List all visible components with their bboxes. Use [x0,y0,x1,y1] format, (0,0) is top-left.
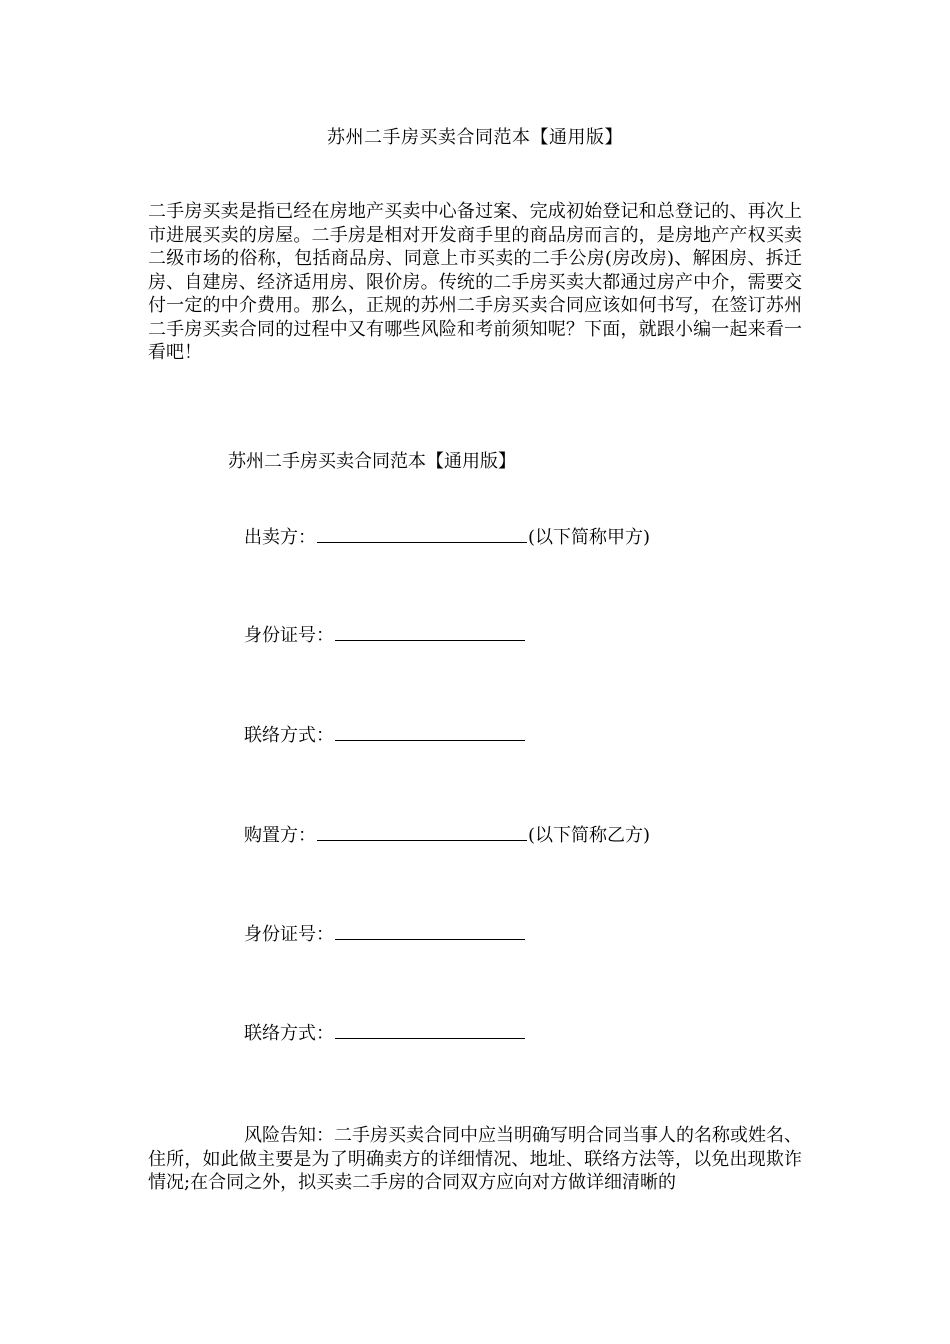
seller-id-label: 身份证号： [244,625,334,646]
seller-id-field [244,622,526,648]
seller-contact-field [244,722,526,748]
buyer-blank [317,822,527,841]
risk-paragraph: 风险告知：二手房买卖合同中应当明确写明合同当事人的名称或姓名、住所，如此做主要是为了明确卖方的详细情况、地址、联络方法等，以免出现欺诈情况;在合同之外，拟买卖二手房的合同双方应向对方做详细清晰的 [148,1125,802,1193]
seller-field [244,524,650,550]
buyer-label: 购置方： [244,825,316,846]
buyer-id-field [244,921,526,947]
buyer-field [244,822,650,848]
document-title: 苏州二手房买卖合同范本【通用版】 [327,127,623,148]
buyer-contact-label: 联络方式： [244,1023,334,1044]
section-title: 苏州二手房买卖合同范本【通用版】 [228,451,516,472]
seller-label: 出卖方： [244,527,316,548]
buyer-id-blank [335,921,525,940]
buyer-contact-field [244,1020,526,1046]
seller-id-blank [335,622,525,641]
seller-note: (以下简称甲方) [528,527,651,548]
buyer-note: (以下简称乙方) [528,825,651,846]
intro-paragraph: 二手房买卖是指已经在房地产买卖中心备过案、完成初始登记和总登记的、再次上市进展买卖的房屋。二手房是相对开发商手里的商品房而言的，是房地产产权买卖二级市场的俗称，包括商品房、同意上市买卖的二手公房(房改房)、解困房、拆迁房、自建房、经济适用房、限价房。传统的二手房买卖大都通过房产中介，需要交付一定的中介费用。那么，正规的苏州二手房买卖合同应该如何书写，在签订苏州二手房买卖合同的过程中又有哪些风险和考前须知呢？下面，就跟小编一起来看一看吧！ [148,201,802,363]
seller-contact-label: 联络方式： [244,725,334,746]
buyer-id-label: 身份证号： [244,924,334,945]
seller-contact-blank [335,722,525,741]
seller-blank [317,524,527,543]
buyer-contact-blank [335,1020,525,1039]
